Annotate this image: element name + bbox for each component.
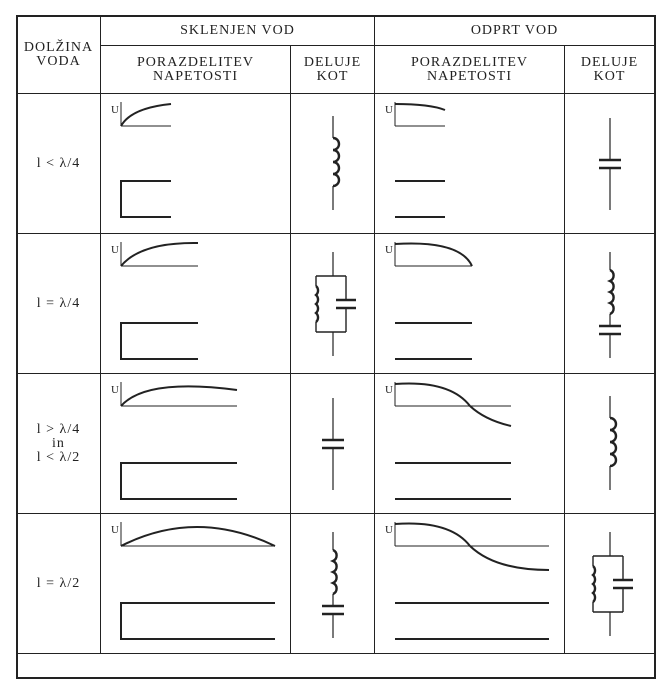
voltage-distribution-graph — [101, 374, 291, 513]
open-line-header: ODPRT VOD — [375, 16, 655, 46]
dist-header-line2: NAPETOSTI — [153, 68, 238, 84]
open-distribution-cell — [375, 514, 565, 654]
voltage-distribution-graph — [375, 374, 565, 513]
table-row — [17, 374, 655, 514]
length-label: in — [52, 435, 65, 451]
voltage-distribution-graph — [101, 94, 291, 233]
open-distribution-cell — [375, 374, 565, 514]
acts-header-line2: KOT — [316, 68, 349, 84]
voltage-label: U — [385, 244, 394, 256]
length-cell — [17, 514, 101, 654]
length-label: l > λ/4 — [36, 421, 81, 437]
voltage-label: U — [111, 384, 120, 396]
closed-acts-header — [291, 46, 375, 94]
voltage-distribution-graph — [101, 234, 291, 373]
series-lc-icon — [565, 234, 655, 373]
closed-distribution-cell — [101, 234, 291, 374]
voltage-distribution-graph — [375, 514, 565, 653]
inductor-icon — [565, 374, 655, 513]
table-row — [17, 234, 655, 374]
open-distribution-cell — [375, 234, 565, 374]
parallel-lc-icon — [565, 514, 655, 653]
closed-distribution-cell — [101, 374, 291, 514]
length-label: l = λ/2 — [36, 575, 81, 591]
voltage-distribution-graph — [375, 94, 565, 233]
length-label: l = λ/4 — [36, 295, 81, 311]
length-label: l < λ/2 — [36, 449, 81, 465]
acts-header-line1: DELUJE — [303, 54, 362, 70]
closed-distribution-cell — [101, 94, 291, 234]
inductor-icon — [291, 94, 375, 233]
voltage-label: U — [111, 524, 120, 536]
closed-acts-cell — [291, 374, 375, 514]
open-distribution-cell — [375, 94, 565, 234]
length-cell — [17, 94, 101, 234]
dist-header-line1: PORAZDELITEV — [137, 54, 254, 70]
open-acts-cell — [565, 94, 655, 234]
closed-line-header: SKLENJEN VOD — [101, 16, 375, 46]
voltage-distribution-graph — [101, 514, 291, 653]
open-acts-cell — [565, 374, 655, 514]
voltage-distribution-graph — [375, 234, 565, 373]
closed-acts-cell — [291, 94, 375, 234]
length-cell — [17, 374, 101, 514]
dist-header-line1: PORAZDELITEV — [411, 54, 528, 70]
length-header-line1: DOLŽINA — [23, 39, 94, 55]
capacitor-icon — [291, 374, 375, 513]
voltage-label: U — [111, 244, 120, 256]
series-lc-icon — [291, 514, 375, 653]
length-label: l < λ/4 — [36, 155, 81, 171]
closed-acts-cell — [291, 234, 375, 374]
parallel-lc-icon — [291, 234, 375, 373]
open-acts-cell — [565, 514, 655, 654]
transmission-line-table — [16, 15, 655, 654]
table-row — [17, 94, 655, 234]
voltage-label: U — [385, 384, 394, 396]
table-row — [17, 514, 655, 654]
acts-header-line2: KOT — [593, 68, 626, 84]
length-column-header — [17, 16, 101, 94]
capacitor-icon — [565, 94, 655, 233]
dist-header-line2: NAPETOSTI — [427, 68, 512, 84]
closed-acts-cell — [291, 514, 375, 654]
voltage-label: U — [385, 524, 394, 536]
open-acts-cell — [565, 234, 655, 374]
acts-header-line1: DELUJE — [580, 54, 639, 70]
open-acts-header — [565, 46, 655, 94]
closed-distribution-cell — [101, 514, 291, 654]
voltage-label: U — [385, 104, 394, 116]
open-distribution-header — [375, 46, 565, 94]
length-cell — [17, 234, 101, 374]
voltage-label: U — [111, 104, 120, 116]
length-header-line2: VODA — [36, 53, 81, 69]
closed-distribution-header — [101, 46, 291, 94]
